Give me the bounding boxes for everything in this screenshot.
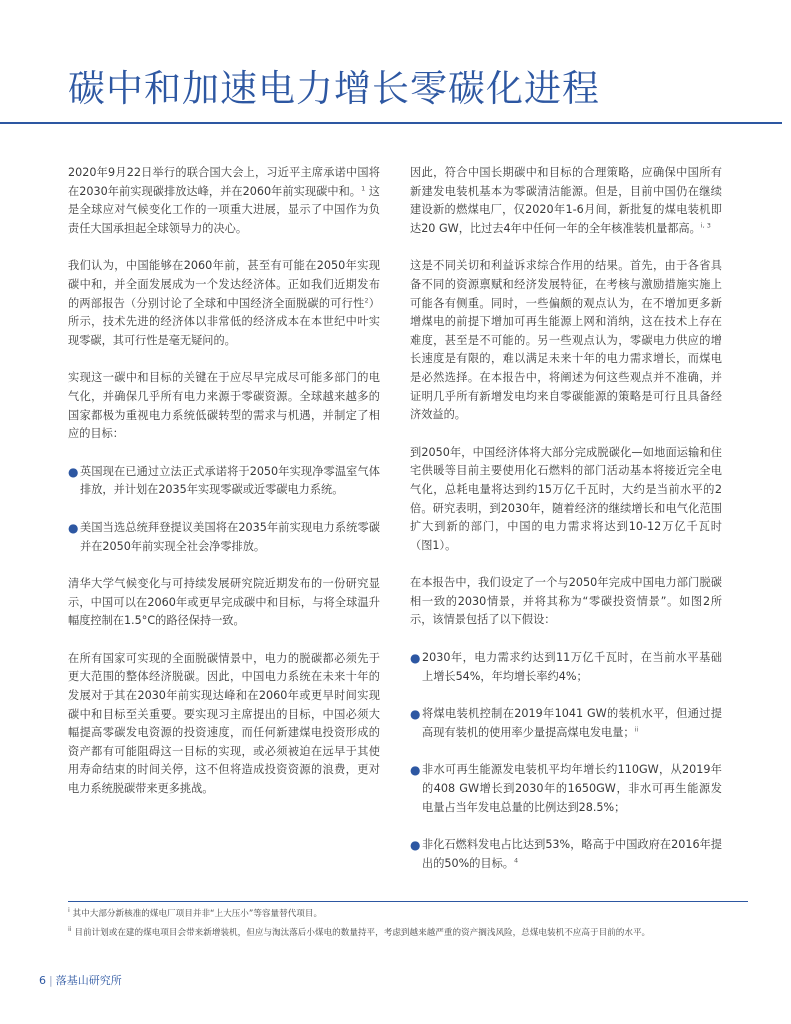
list-item xyxy=(410,649,722,686)
bullet-dot-icon: ● xyxy=(410,838,421,853)
page-footer xyxy=(39,972,122,988)
footnote-mark: i xyxy=(68,906,70,915)
footnote xyxy=(68,908,748,921)
list-item xyxy=(410,705,722,742)
footnotes xyxy=(68,901,748,946)
footnote-ref[interactable]: 1 xyxy=(361,183,366,192)
bullet-dot-icon: ● xyxy=(410,763,421,778)
publisher-name: 落基山研究所 xyxy=(55,974,122,987)
footnote-ref[interactable]: ii xyxy=(634,725,639,734)
page-title: 碳中和加速电力增长零碳化进程 xyxy=(68,67,600,110)
paragraph: 清华大学气候变化与可持续发展研究院近期发布的一份研究显示，中国可以在2060年或更早完成碳中和目标，与将全球温升幅度控制在1.5°C的路径保持一致。 xyxy=(68,577,380,628)
list-item-text: 美国当选总统拜登提议美国将在2035年前实现电力系统零碳并在2050年前实现全社会净零排放。 xyxy=(80,520,380,553)
page-number: 6 xyxy=(39,974,46,987)
footnote-ref[interactable]: i, 3 xyxy=(700,221,711,230)
paragraph: 实现这一碳中和目标的关键在于应尽早完成尽可能多部门的电气化，并确保几乎所有电力来源于零碳资源。全球越来越多的国家都极为重视电力系统低碳转型的需求与机遇，并制定了相应的目标： xyxy=(68,371,380,441)
footnote-mark: ii xyxy=(68,925,72,934)
list-item xyxy=(68,519,380,556)
bullet-dot-icon: ● xyxy=(410,707,421,722)
bullet-dot-icon: ● xyxy=(68,464,79,479)
paragraph-text: 这是全球应对气候变化工作的一项重大进展，显示了中国作为负责任大国承担起全球领导力的决心。 xyxy=(68,184,380,235)
paragraph: 到2050年，中国经济体将大部分完成脱碳化—如地面运输和住宅供暖等目前主要使用化石燃料的部门活动基本将接近完全电气化，总耗电量将达到约15万亿千瓦时，大约是当前水平的2倍。研究表明，到2030年，随着经济的继续增长和电气化范围扩大到新的部门，中国的电力需求将达到10-12万亿千瓦时（图1）。 xyxy=(410,445,722,552)
paragraph xyxy=(68,257,380,350)
paragraph xyxy=(68,164,380,238)
paragraph: 在所有国家可实现的全面脱碳情景中，电力的脱碳都必须先于更大范围的整体经济脱碳。因此，中国电力系统在未来十年的发展对于其在2030年前实现达峰和在2060年或更早时间实现碳中和目标至关重要。要实现习主席提出的目标，中国必须大幅提高零碳发电资源的投资速度，而任何新建煤电投资形成的资产都有可能阻碍这一目标的实现，或必须被迫在远早于其使用寿命结束的时间关停，这不但将造成投资资源的浪费，更对电力系统脱碳带来更多挑战。 xyxy=(68,651,380,796)
footnote-text: 目前计划或在建的煤电项目会带来新增装机，但应与淘汰落后小煤电的数量持平，考虑到越来越严重的资产搁浅风险，总煤电装机不应高于目前的水平。 xyxy=(71,928,651,938)
footnote xyxy=(68,927,748,940)
paragraph-text: 我们认为，中国能够在2060年前，甚至有可能在2050年实现碳中和，并全面发展成为一个发达经济体。正如我们近期发布的两部报告（分别讨论了全球和中国经济全面脱碳的可行性 xyxy=(68,259,380,310)
paragraph: 这是不同关切和利益诉求综合作用的结果。首先，由于各省具备不同的资源禀赋和经济发展特征，在考核与激励措施实施上可能各有侧重。同时，一些偏颇的观点认为，在不增加更多新增煤电的前提下增加可再生能源上网和消纳，这在技术上存在难度，甚至是不可能的。另一些观点认为，零碳电力供应的增长速度是有限的，难以满足未来十年的电力需求增长，而煤电是必然选择。在本报告中，将阐述为何这些观点并不准确，并证明几乎所有新增发电均来自零碳能源的策略是可行且具备经济效益的。 xyxy=(410,259,722,422)
footnote-text: 其中大部分新核准的煤电厂项目并非“上大压小”等容量替代项目。 xyxy=(69,909,323,919)
footer-separator: | xyxy=(49,974,53,987)
footnote-ref[interactable]: 4 xyxy=(514,856,519,865)
bullet-list xyxy=(68,463,380,556)
bullet-dot-icon: ● xyxy=(410,651,421,666)
list-item xyxy=(68,463,380,500)
left-column xyxy=(68,164,380,818)
list-item xyxy=(410,761,722,817)
bullet-list xyxy=(410,649,722,873)
list-item-text: 非化石燃料发电占比达到53%，略高于中国政府在2016年提出的50%的目标。 xyxy=(422,838,722,870)
list-item-text: 非水可再生能源发电装机平均年增长约110GW，从2019年的408 GW增长到2030年的1650GW，非水可再生能源发电量占当年发电总量的比例达到28.5%； xyxy=(422,763,722,814)
paragraph-text: ）所示，技术先进的经济体以非常低的经济成本在本世纪中叶实现零碳，其可行性是毫无疑问的。 xyxy=(68,296,380,347)
list-item-text: 2030年，电力需求约达到11万亿千瓦时，在当前水平基础上增长54%，年均增长率约4%； xyxy=(422,651,722,683)
list-item xyxy=(410,836,722,873)
bullet-dot-icon: ● xyxy=(68,520,79,535)
paragraph-text: 因此，符合中国长期碳中和目标的合理策略，应确保中国所有新建发电装机基本为零碳清洁能源。但是，目前中国仍在继续建设新的燃煤电厂，仅2020年1-6月间，新批复的煤电装机即达20 GW，比过去4年中任何一年的全年核准装机量都高。 xyxy=(410,166,722,235)
footnote-ref[interactable]: 2 xyxy=(364,295,369,304)
list-item-text: 英国现在已通过立法正式承诺将于2050年实现净零温室气体排放，并计划在2035年实现零碳或近零碳电力系统。 xyxy=(80,464,380,497)
title-divider xyxy=(0,122,782,124)
paragraph-text: 2020年9月22日举行的联合国大会上，习近平主席承诺中国将在2030年前实现碳排放达峰，并在2060年前实现碳中和。 xyxy=(68,166,380,198)
list-item-text: 将煤电装机控制在2019年1041 GW的装机水平，但通过提高现有装机的使用率少量提高煤电发电量； xyxy=(422,707,722,739)
right-column xyxy=(410,164,722,892)
paragraph: 在本报告中，我们设定了一个与2050年完成中国电力部门脱碳相一致的2030情景，并将其称为“零碳投资情景”。如图2所示，该情景包括了以下假设： xyxy=(410,576,722,627)
paragraph xyxy=(410,164,722,238)
